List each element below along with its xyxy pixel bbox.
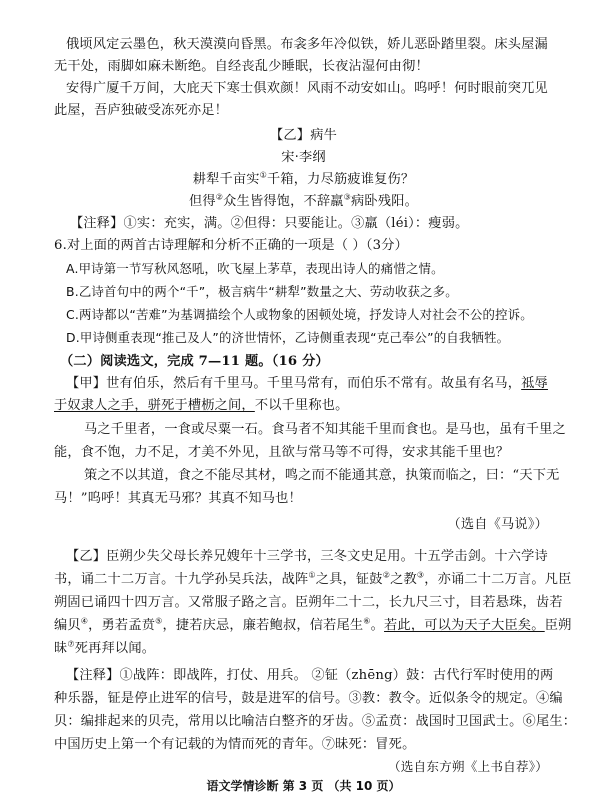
yi-text-line-1: 【乙】臣朔少失父母长养兄嫂年十三学书，三冬文史足用。十五学击剑。十六学诗 bbox=[66, 549, 548, 564]
yi-notes-line-1: 【注释】①战阵：即战阵，打仗、用兵。 ②钲（zhēng）鼓：古代行军时使用的两 bbox=[66, 668, 554, 683]
jia-poem-line-1: 俄顷风定云墨色，秋天漠漠向昏黑。布衾多年冷似铁，娇儿恶卧踏里裂。床头屋漏 bbox=[66, 37, 548, 52]
yi-poem-line-2: 但得②众生皆得饱，不辞羸③病卧残阳。 bbox=[189, 192, 418, 209]
jia-source: （选自《马说》） bbox=[447, 517, 548, 532]
jia-text-line-6: 马！”呜呼！其真无马邪？其真不知马也！ bbox=[54, 491, 302, 506]
yi-notes-line-3: 贝：编排起来的贝壳，常用以比喻洁白整齐的牙齿。⑤孟贲：战国时卫国武士。⑥尾生： bbox=[54, 714, 577, 729]
page-footer: 语文学情诊断 第 3 页 （共 10 页） bbox=[206, 779, 401, 793]
jia-text-line-3: 马之千里者，一食或尽粟一石。食马者不知其能千里而食也。是马也，虽有千里之 bbox=[84, 422, 566, 437]
jia-poem-line-2: 无干处，雨脚如麻未断绝。自经丧乱少睡眠，长夜沾湿何由彻！ bbox=[54, 59, 429, 74]
section-2-heading: （二）阅读选文，完成 7—11 题。（16 分） bbox=[60, 354, 329, 369]
jia-text-line-2: 于奴隶人之手，骈死于槽枥之间，不以千里称也。 bbox=[54, 398, 349, 413]
jia-text-line-4: 能，食不饱，力不足，才美不外见，且欲与常马等不可得，安求其能千里也？ bbox=[54, 445, 510, 460]
yi-text-line-3: 朔固已诵四十四万言。又常服子路之言。臣朔年二十二，长九尺三寸，目若悬珠，齿若 bbox=[54, 595, 563, 610]
question-6-option-c: C.两诗都以“苦难”为基调描绘个人或物象的困顿处境，抒发诗人对社会不公的控诉。 bbox=[66, 307, 533, 322]
jia-poem-line-3: 安得广厦千万间，大庇天下寒士俱欢颜！风雨不动安如山。呜呼！何时眼前突兀见 bbox=[66, 81, 548, 96]
question-6-option-d: D.甲诗侧重表现“推己及人”的济世情怀，乙诗侧重表现“克己奉公”的自我牺牲。 bbox=[66, 330, 510, 345]
jia-text-line-5: 策之不以其道，食之不能尽其材，鸣之而不能通其意，执策而临之，曰：“天下无 bbox=[84, 468, 560, 483]
yi-poem-author: 宋·李纲 bbox=[281, 150, 326, 165]
jia-poem-line-4: 此屋，吾庐独破受冻死亦足！ bbox=[54, 103, 229, 118]
yi-text-line-2: 书，诵二十二万言。十九学孙吴兵法，战阵①之具，钲鼓②之教③，亦诵二十二万言。凡臣 bbox=[54, 570, 572, 587]
question-6-option-a: A.甲诗第一节写秋风怒吼，吹飞屋上茅草，表现出诗人的痛惜之情。 bbox=[66, 261, 444, 276]
yi-notes-line-4: 中国历史上第一个有记载的为情而死的青年。⑦昧死：冒死。 bbox=[54, 737, 416, 752]
question-6-option-b: B.乙诗首句中的两个“千”，极言病牛“耕犁”数量之大、劳动收获之多。 bbox=[66, 284, 458, 299]
yi-poem-title: 【乙】病牛 bbox=[270, 128, 337, 143]
yi-poem-line-1: 耕犁千亩实①千箱，力尽筋疲谁复伤？ bbox=[192, 170, 415, 187]
question-6-stem: 6.对上面的两首古诗理解和分析不正确的一项是（ ）（3分） bbox=[54, 238, 409, 253]
yi-text-line-4: 编贝④，勇若孟贲⑤，捷若庆忌，廉若鲍叔，信若尾生⑥。若此，可以为天子大臣矣。臣朔 bbox=[54, 616, 572, 633]
yi-poem-annotation: 【注释】①实：充实，满。②但得：只要能让。③羸（léi）：瘦弱。 bbox=[70, 216, 469, 231]
yi-source: （选自东方朔《上书自荐》） bbox=[387, 759, 548, 774]
yi-text-line-5: 昧⑦死再拜以闻。 bbox=[54, 639, 156, 656]
jia-text-line-1: 【甲】世有伯乐，然后有千里马。千里马常有，而伯乐不常有。故虽有名马，祗辱 bbox=[66, 376, 548, 391]
yi-notes-line-2: 种乐器，钲是停止进军的信号，鼓是进军的信号。③教：教令。近似条令的规定。④编 bbox=[54, 691, 563, 706]
